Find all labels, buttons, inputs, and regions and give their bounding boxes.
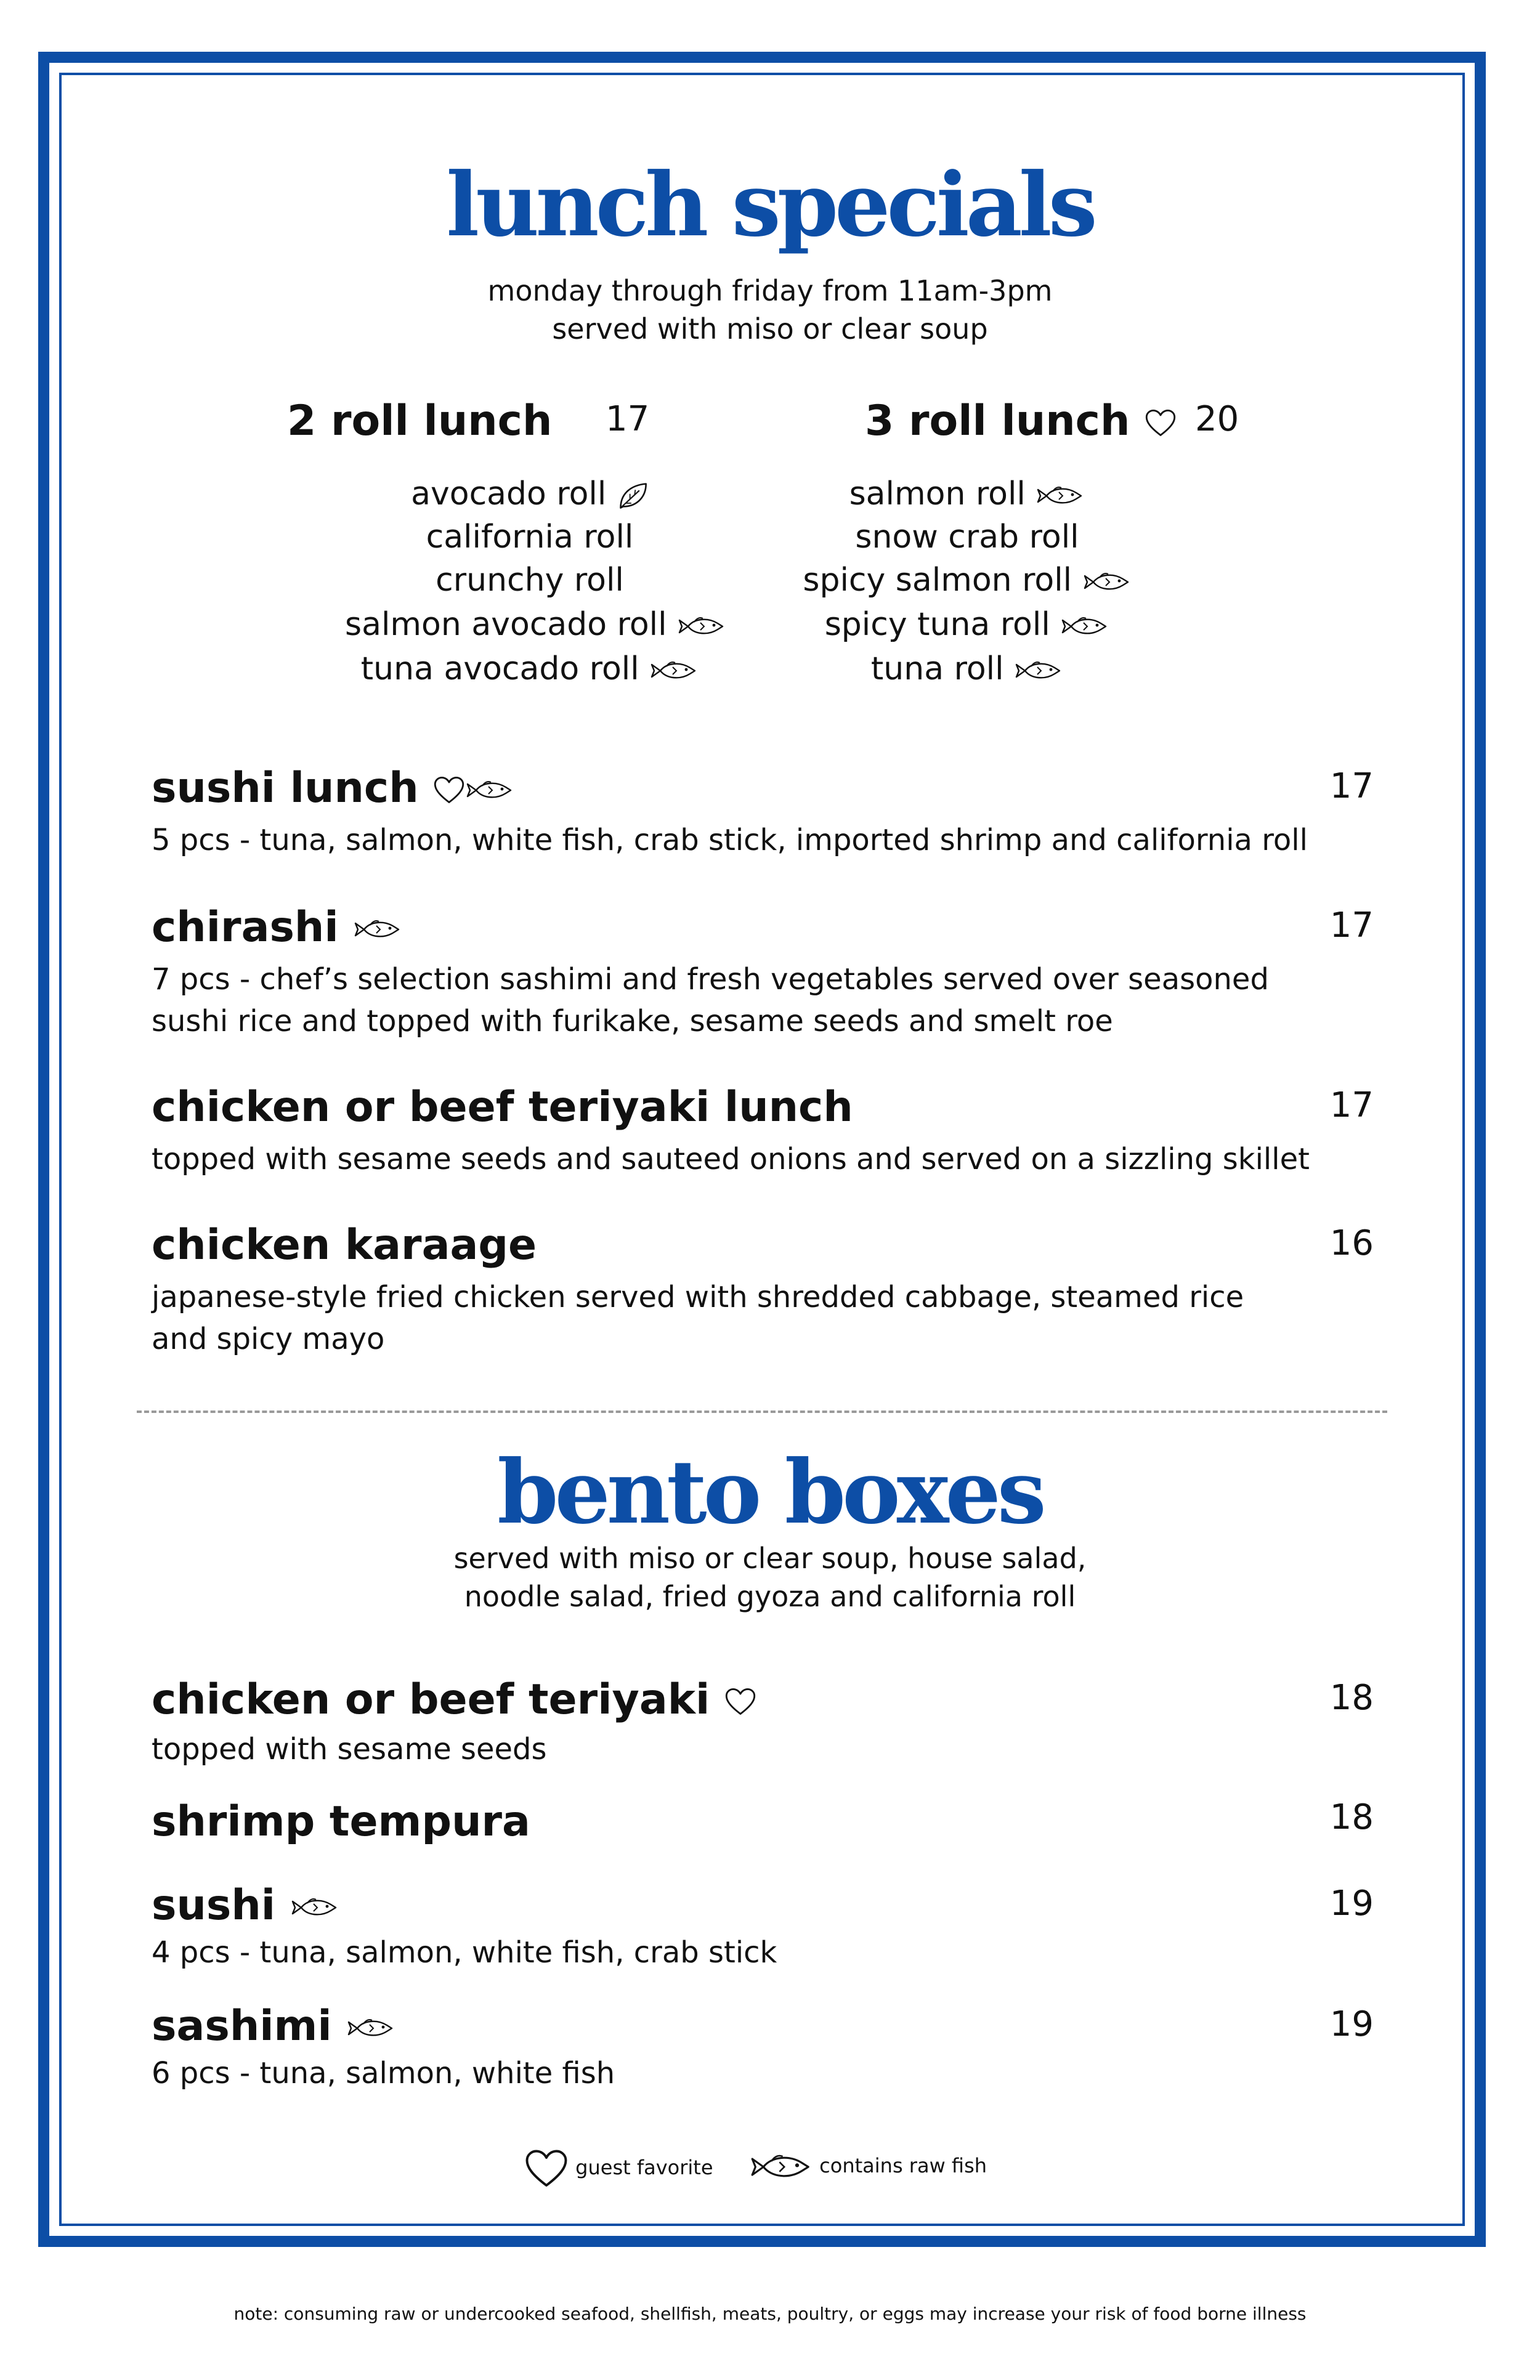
menu-item-name: sushi — [152, 1881, 339, 1930]
roll-item: crunchy roll — [436, 562, 624, 599]
leaf-icon — [617, 481, 649, 511]
heart-icon — [524, 2148, 569, 2189]
menu-item-price: 17 — [1329, 1085, 1374, 1125]
menu-item-price: 16 — [1329, 1223, 1374, 1263]
fish-icon — [1035, 482, 1085, 509]
menu-item-price: 17 — [1329, 905, 1374, 945]
menu-item-name: chirashi — [152, 903, 402, 952]
menu-item-name: chicken or beef teriyaki lunch — [152, 1083, 853, 1131]
roll-item: salmon avocado roll — [345, 606, 715, 643]
bento-sides-line-1: served with miso or clear soup, house salad, — [453, 1542, 1087, 1575]
menu-item-price: 19 — [1329, 2004, 1374, 2044]
menu-item-price: 17 — [1329, 766, 1374, 806]
menu-item-name: chicken or beef teriyaki — [152, 1675, 756, 1724]
menu-item-name: chicken karaage — [152, 1221, 537, 1269]
roll-item: tuna avocado roll — [345, 650, 715, 687]
three-roll-title: 3 roll lunch — [865, 397, 1177, 445]
menu-item-description: topped with sesame seeds — [152, 1732, 547, 1767]
two-roll-price: 17 — [606, 399, 650, 439]
fish-icon — [290, 1894, 339, 1921]
roll-item: tuna roll — [776, 650, 1158, 687]
two-roll-title: 2 roll lunch — [287, 397, 553, 445]
roll-item: spicy tuna roll — [776, 606, 1158, 643]
menu-item-name: sashimi — [152, 2002, 395, 2050]
lunch-soup-note: served with miso or clear soup — [552, 312, 988, 346]
three-roll-price: 20 — [1195, 399, 1239, 439]
fish-icon — [1082, 569, 1132, 596]
menu-item-description: 6 pcs - tuna, salmon, white fish — [152, 2056, 615, 2091]
menu-item-price: 18 — [1329, 1678, 1374, 1718]
food-safety-note: note: consuming raw or undercooked seafood, shellfish, meats, poultry, or eggs may increase your risk of food borne illness — [233, 2304, 1307, 2324]
fish-icon — [353, 916, 402, 943]
roll-item: snow crab roll — [855, 519, 1079, 556]
legend-raw-fish: contains raw fish — [749, 2148, 987, 2185]
fish-icon — [749, 2148, 813, 2185]
fish-icon — [346, 2015, 395, 2042]
menu-item-price: 18 — [1329, 1797, 1374, 1837]
menu-item-description: japanese-style fried chicken served with shredded cabbage, steamed rice and spicy mayo — [152, 1280, 1244, 1356]
menu-item-name: sushi lunch — [152, 764, 514, 812]
heart-icon — [1145, 408, 1177, 438]
heart-icon — [433, 775, 465, 805]
roll-item: spicy salmon roll — [776, 562, 1158, 599]
menu-item-description: 5 pcs - tuna, salmon, white fish, crab stick, imported shrimp and california roll — [152, 823, 1308, 857]
roll-item: avocado roll — [345, 476, 715, 512]
menu-item-name: shrimp tempura — [152, 1797, 530, 1846]
bento-boxes-title: bento boxes — [497, 1441, 1043, 1544]
fish-icon — [649, 657, 699, 684]
fish-icon — [465, 777, 514, 804]
section-divider — [137, 1411, 1387, 1413]
fish-icon — [1014, 657, 1063, 684]
heart-icon — [724, 1687, 756, 1717]
roll-item: salmon roll — [776, 476, 1158, 512]
fish-icon — [677, 613, 726, 640]
lunch-hours: monday through friday from 11am-3pm — [487, 274, 1053, 307]
legend-favorite: guest favorite — [524, 2148, 713, 2189]
menu-item-price: 19 — [1329, 1884, 1374, 1924]
bento-sides-line-2: noodle salad, fried gyoza and california roll — [464, 1580, 1076, 1613]
menu-item-description: topped with sesame seeds and sauteed onions and served on a sizzling skillet — [152, 1142, 1310, 1176]
menu-item-description: 7 pcs - chef’s selection sashimi and fresh vegetables served over seasoned sushi rice and topped with furikake, sesame seeds and smelt roe — [152, 962, 1269, 1038]
lunch-specials-title: lunch specials — [446, 154, 1094, 256]
menu-item-description: 4 pcs - tuna, salmon, white fish, crab stick — [152, 1935, 777, 1970]
roll-item: california roll — [426, 519, 634, 556]
fish-icon — [1060, 613, 1109, 640]
